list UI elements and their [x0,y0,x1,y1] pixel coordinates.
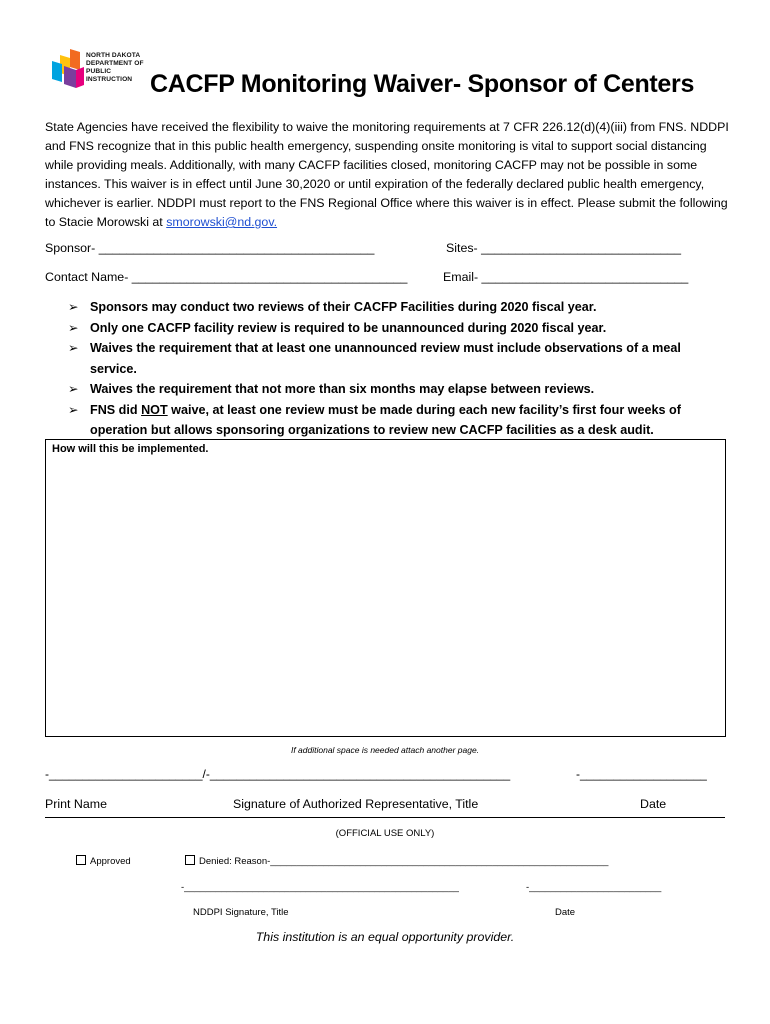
implementation-textbox[interactable] [45,439,726,737]
email-field[interactable]: Email- ______________________________ [443,270,689,284]
arrow-bullet-icon: ➢ [68,320,79,335]
date-label: Date [640,797,667,811]
logo-line: DEPARTMENT OF [86,60,144,67]
signature-label: Signature of Authorized Representative, Title [233,797,479,811]
logo-wordmark [86,52,144,84]
logo-shape-purple [64,66,76,88]
intro-text: State Agencies have received the flexibility to waive the monitoring requirements at 7 CFR 226.12(d)(4)(iii) from FNS. NDDPI and FNS recognize that in this public health emergency, suspending onsite monitoring is vital to support social distancing while providing meals. Additionally, with many CACFP facilities closed, monitoring CACFP may not be possible in some instances. This waiver is in effect until June 30,2020 or until expiration of the federally declared public health emergency, whichever is earlier. NDDPI must report to the FNS Regional Office where this waiver is in effect. Please submit the following to Stacie Morowski at [45,120,729,229]
bullet-text: Sponsors may conduct two reviews of their CACFP Facilities during 2020 fiscal year. [90,300,597,314]
nddpi-signature-line[interactable]: -____________________________________________________ [181,882,459,893]
list-item [68,297,728,318]
additional-space-note: If additional space is needed attach another page. [290,745,480,755]
bullet-text: Waives the requirement that at least one unannounced review must include observations of a meal service. [90,341,681,376]
bullet-text: Waives the requirement that not more than six months may elapse between reviews. [90,382,595,396]
bullet-text: FNS did [90,402,142,417]
denied-option[interactable] [185,855,608,867]
logo-line: NORTH DAKOTA [86,52,141,59]
arrow-bullet-icon: ➢ [68,382,79,396]
intro-paragraph [45,118,735,232]
logo-shape-blue [52,61,62,82]
nddpi-signature-label: NDDPI Signature, Title [193,907,289,918]
bullet-text: waive, at least one review must be made during each new facility’s first four weeks of operation but allows sponsoring organizations to review new CACFP facilities as a desk audit. [90,402,681,437]
contact-email-link[interactable]: smorowski@nd.gov. [166,215,278,229]
date-line[interactable]: -___________________ [576,767,707,781]
print-name-label: Print Name [45,797,107,811]
logo-line: PUBLIC [86,68,112,75]
sponsor-field[interactable]: Sponsor- ________________________________________ [45,241,375,255]
denied-checkbox[interactable] [185,855,195,865]
page-title: CACFP Monitoring Waiver- Sponsor of Centers [150,70,695,98]
list-item [68,379,728,400]
approved-label: Approved [90,856,131,867]
logo-shape-magenta [76,67,84,88]
logo-shape-orange [70,49,80,70]
arrow-bullet-icon: ➢ [68,300,79,314]
list-item [68,400,728,441]
denied-reason-field[interactable]: Denied: Reason-________________________________________________________________ [199,856,609,867]
bullet-emphasis: NOT [141,402,168,417]
signature-line[interactable]: -_______________________/-_____________________________________________ [45,767,511,781]
list-item [68,318,728,339]
arrow-bullet-icon: ➢ [68,341,79,355]
official-use-heading: (OFFICIAL USE ONLY) [335,828,435,839]
arrow-bullet-icon: ➢ [68,402,79,417]
waiver-bullet-list [68,297,728,441]
contact-name-field[interactable]: Contact Name- ________________________________________ [45,270,408,284]
bullet-text: Only one CACFP facility review is required to be unannounced during 2020 fiscal year. [90,320,607,335]
approved-option[interactable] [76,855,131,867]
equal-opportunity-statement: This institution is an equal opportunity provider. [255,930,515,944]
logo-line: INSTRUCTION [86,76,133,83]
list-item [68,338,728,379]
approved-checkbox[interactable] [76,855,86,865]
divider [45,817,725,818]
implementation-label: How will this be implemented. [52,443,209,455]
sites-field[interactable]: Sites- _____________________________ [446,241,681,255]
nddpi-date-line[interactable]: -_________________________ [526,882,662,893]
nddpi-date-label: Date [555,907,576,918]
